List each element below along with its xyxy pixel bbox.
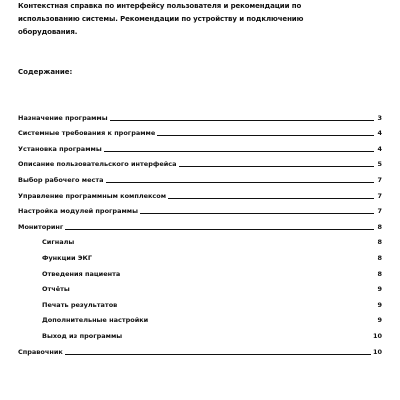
toc-leader-line: [140, 213, 374, 214]
toc-entry-page-number: 8: [377, 253, 382, 262]
toc-entry[interactable]: [18, 232, 382, 248]
toc-entry-page-number: 5: [377, 160, 382, 169]
toc-entry-title: Установка программы: [18, 144, 102, 153]
intro-paragraph: [18, 0, 382, 39]
toc-leader-line: [65, 229, 374, 230]
toc-leader-line: [65, 354, 371, 355]
toc-entry-title: Сигналы: [42, 238, 75, 247]
intro-line: использованию системы. Рекомендации по устройству и подключению: [18, 15, 304, 23]
intro-line: оборудования.: [18, 28, 78, 36]
toc-entry-page-number: 7: [377, 207, 382, 216]
toc-entry[interactable]: [18, 341, 382, 357]
toc-leader-line: [179, 166, 374, 167]
toc-entry-page-number: 7: [377, 191, 382, 200]
toc-entry-page-number: 4: [377, 144, 382, 153]
toc-entry-title: Системные требования к программе: [18, 129, 156, 138]
toc-entry-title: Печать результатов: [42, 300, 118, 309]
toc-entry-title: Справочник: [18, 347, 63, 356]
toc-entry-title: Отчёты: [42, 285, 70, 294]
toc-entry[interactable]: [18, 123, 382, 139]
toc-entry-title: Выбор рабочего места: [18, 175, 104, 184]
toc-entry[interactable]: [18, 107, 382, 123]
toc-leader-line: [106, 182, 374, 183]
toc-entry[interactable]: [18, 263, 382, 279]
toc-entry[interactable]: [18, 154, 382, 170]
toc-entry-page-number: 10: [372, 347, 382, 356]
toc-entry-page-number: 8: [377, 238, 382, 247]
toc-entry-page-number: 8: [377, 222, 382, 231]
toc-entry[interactable]: [18, 169, 382, 185]
toc-leader-line: [157, 135, 374, 136]
toc-heading: Содержание:: [18, 68, 73, 76]
toc-entry[interactable]: [18, 247, 382, 263]
intro-line: Контекстная справка по интерфейсу пользователя и рекомендации по: [18, 2, 302, 10]
toc-entry-title: Описание пользовательского интерфейса: [18, 160, 177, 169]
toc-entry-title: Настройка модулей программы: [18, 207, 138, 216]
toc-entry-page-number: 9: [377, 285, 382, 294]
toc-leader-line: [110, 120, 374, 121]
toc-entry-page-number: 7: [377, 175, 382, 184]
toc-entry-page-number: 9: [377, 300, 382, 309]
toc-entry-title: Назначение программы: [18, 113, 108, 122]
toc-entry-title: Мониторинг: [18, 222, 64, 231]
toc-entry-page-number: 8: [377, 269, 382, 278]
toc-entry[interactable]: [18, 325, 382, 341]
toc-entry[interactable]: [18, 310, 382, 326]
toc-entry-page-number: 4: [377, 129, 382, 138]
toc-entry-page-number: 9: [377, 316, 382, 325]
toc-entry-page-number: 3: [377, 113, 382, 122]
toc-entry[interactable]: [18, 216, 382, 232]
toc-entry[interactable]: [18, 279, 382, 295]
toc-entry[interactable]: [18, 138, 382, 154]
toc-entry-title: Дополнительные настройки: [42, 316, 149, 325]
toc-entry[interactable]: [18, 294, 382, 310]
toc-entry-title: Функции ЭКГ: [42, 253, 93, 262]
toc-entry-title: Отведения пациента: [42, 269, 121, 278]
toc-leader-line: [168, 198, 374, 199]
toc-entry-title: Управление программным комплексом: [18, 191, 167, 200]
toc-leader-line: [104, 151, 374, 152]
toc-entry-title: Выход из программы: [42, 331, 123, 340]
toc-entry-page-number: 10: [372, 331, 382, 340]
toc-entry[interactable]: [18, 201, 382, 217]
toc-entry[interactable]: [18, 185, 382, 201]
table-of-contents: [18, 107, 382, 357]
